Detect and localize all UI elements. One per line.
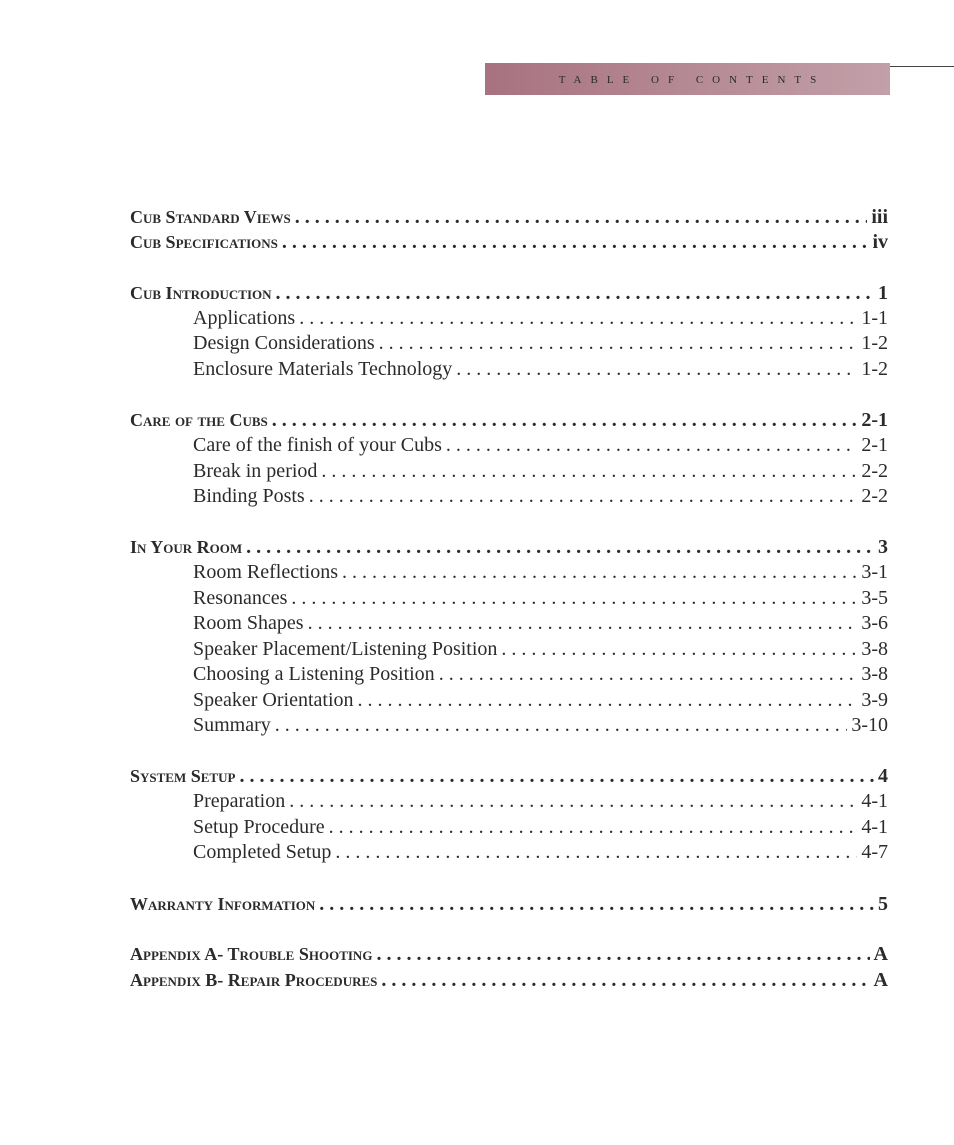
toc-entry-cub-specifications[interactable] xyxy=(130,230,888,255)
dot-leader xyxy=(379,331,858,356)
dot-leader xyxy=(282,230,869,255)
dot-leader xyxy=(299,306,857,331)
header-band xyxy=(485,63,890,95)
toc-entry-label: Enclosure Materials Technology xyxy=(193,358,453,380)
toc-entry-care-of-the-cubs[interactable] xyxy=(130,408,888,433)
toc-entry-page: 3-8 xyxy=(861,663,888,685)
toc-entry-page: A xyxy=(873,943,888,965)
dot-leader xyxy=(289,789,857,814)
toc-entry-enclosure-materials-technology[interactable] xyxy=(130,357,888,382)
toc-entry-cub-standard-views[interactable] xyxy=(130,205,888,230)
dot-leader xyxy=(239,764,874,789)
toc-entry-page: 2-2 xyxy=(861,485,888,507)
toc-entry-system-setup[interactable] xyxy=(130,764,888,789)
toc-entry-design-considerations[interactable] xyxy=(130,331,888,356)
toc-entry-page: iii xyxy=(871,206,888,228)
toc-entry-break-in-period[interactable] xyxy=(130,459,888,484)
dot-leader xyxy=(246,535,874,560)
toc-entry-room-shapes[interactable] xyxy=(130,611,888,636)
dot-leader xyxy=(439,662,858,687)
toc-entry-label: Break in period xyxy=(193,460,318,482)
toc-entry-page: 1-1 xyxy=(861,307,888,329)
toc-entry-label: System Setup xyxy=(130,766,236,786)
dot-leader xyxy=(275,713,848,738)
toc-entry-page: 2-2 xyxy=(861,460,888,482)
toc-entry-label: Speaker Orientation xyxy=(193,689,354,711)
toc-entry-label: Choosing a Listening Position xyxy=(193,663,435,685)
toc-entry-label: Care of the finish of your Cubs xyxy=(193,434,442,456)
toc-entry-label: Appendix B- Repair Procedures xyxy=(130,970,378,990)
toc-entry-page: iv xyxy=(872,231,888,253)
toc-entry-care-of-finish[interactable] xyxy=(130,433,888,458)
toc-entry-label: Cub Standard Views xyxy=(130,207,291,227)
toc-entry-page: 1-2 xyxy=(861,358,888,380)
toc-entry-label: Completed Setup xyxy=(193,841,332,863)
toc-entry-speaker-placement[interactable] xyxy=(130,637,888,662)
dot-leader xyxy=(276,281,874,306)
toc-entry-page: 3-6 xyxy=(861,612,888,634)
page-title: table of contents xyxy=(558,70,826,87)
toc-entry-speaker-orientation[interactable] xyxy=(130,688,888,713)
toc-entry-label: Room Shapes xyxy=(193,612,304,634)
toc-entry-label: Speaker Placement/Listening Position xyxy=(193,638,498,660)
toc-entry-appendix-a[interactable] xyxy=(130,942,888,967)
dot-leader xyxy=(272,408,858,433)
toc-entry-page: 2-1 xyxy=(861,409,888,431)
dot-leader xyxy=(342,560,857,585)
dot-leader xyxy=(501,637,857,662)
toc-entry-summary[interactable] xyxy=(130,713,888,738)
toc-entry-page: 4-1 xyxy=(861,816,888,838)
toc-entry-choosing-listening-position[interactable] xyxy=(130,662,888,687)
toc-entry-label: Binding Posts xyxy=(193,485,305,507)
toc-entry-page: 5 xyxy=(878,893,888,915)
toc-entry-page: 4 xyxy=(878,765,888,787)
toc-entry-page: 1 xyxy=(878,282,888,304)
toc-entry-page: 3-10 xyxy=(851,714,888,736)
dot-leader xyxy=(335,840,857,865)
dot-leader xyxy=(376,942,869,967)
dot-leader xyxy=(319,892,874,917)
toc-entry-page: 3-5 xyxy=(861,587,888,609)
header-rule xyxy=(885,66,954,67)
toc-entry-preparation[interactable] xyxy=(130,789,888,814)
dot-leader xyxy=(456,357,857,382)
toc-entry-binding-posts[interactable] xyxy=(130,484,888,509)
toc-entry-label: Setup Procedure xyxy=(193,816,325,838)
toc-entry-completed-setup[interactable] xyxy=(130,840,888,865)
toc-entry-cub-introduction[interactable] xyxy=(130,281,888,306)
toc-entry-label: Room Reflections xyxy=(193,561,338,583)
toc-entry-label: Applications xyxy=(193,307,296,329)
dot-leader xyxy=(358,688,858,713)
toc-entry-page: 3-8 xyxy=(861,638,888,660)
toc-entry-appendix-b[interactable] xyxy=(130,968,888,993)
toc-entry-label: Preparation xyxy=(193,790,286,812)
toc-entry-room-reflections[interactable] xyxy=(130,560,888,585)
toc-entry-applications[interactable] xyxy=(130,306,888,331)
dot-leader xyxy=(321,459,857,484)
dot-leader xyxy=(295,205,868,230)
toc-entry-label: Summary xyxy=(193,714,271,736)
dot-leader xyxy=(329,815,858,840)
toc-entry-resonances[interactable] xyxy=(130,586,888,611)
toc-entry-label: Cub Introduction xyxy=(130,283,272,303)
toc-entry-page: 3-1 xyxy=(861,561,888,583)
dot-leader xyxy=(446,433,857,458)
toc-entry-page: 2-1 xyxy=(861,434,888,456)
dot-leader xyxy=(291,586,857,611)
toc-entry-label: Care of the Cubs xyxy=(130,410,268,430)
toc-entry-page: 3-9 xyxy=(861,689,888,711)
toc-entry-page: 4-1 xyxy=(861,790,888,812)
toc-entry-label: Resonances xyxy=(193,587,288,609)
toc-entry-label: Appendix A- Trouble Shooting xyxy=(130,944,373,964)
toc-entry-page: 3 xyxy=(878,536,888,558)
toc-entry-page: 4-7 xyxy=(861,841,888,863)
toc-entry-label: Cub Specifications xyxy=(130,232,278,252)
toc-entry-in-your-room[interactable] xyxy=(130,535,888,560)
dot-leader xyxy=(309,484,858,509)
dot-leader xyxy=(381,968,869,993)
toc-entry-warranty-information[interactable] xyxy=(130,892,888,917)
toc-entry-page: A xyxy=(873,969,888,991)
toc-entry-setup-procedure[interactable] xyxy=(130,815,888,840)
toc-entry-page: 1-2 xyxy=(861,332,888,354)
toc-entry-label: Design Considerations xyxy=(193,332,375,354)
dot-leader xyxy=(308,611,858,636)
toc-entry-label: Warranty Information xyxy=(130,894,316,914)
toc-entry-label: In Your Room xyxy=(130,537,243,557)
